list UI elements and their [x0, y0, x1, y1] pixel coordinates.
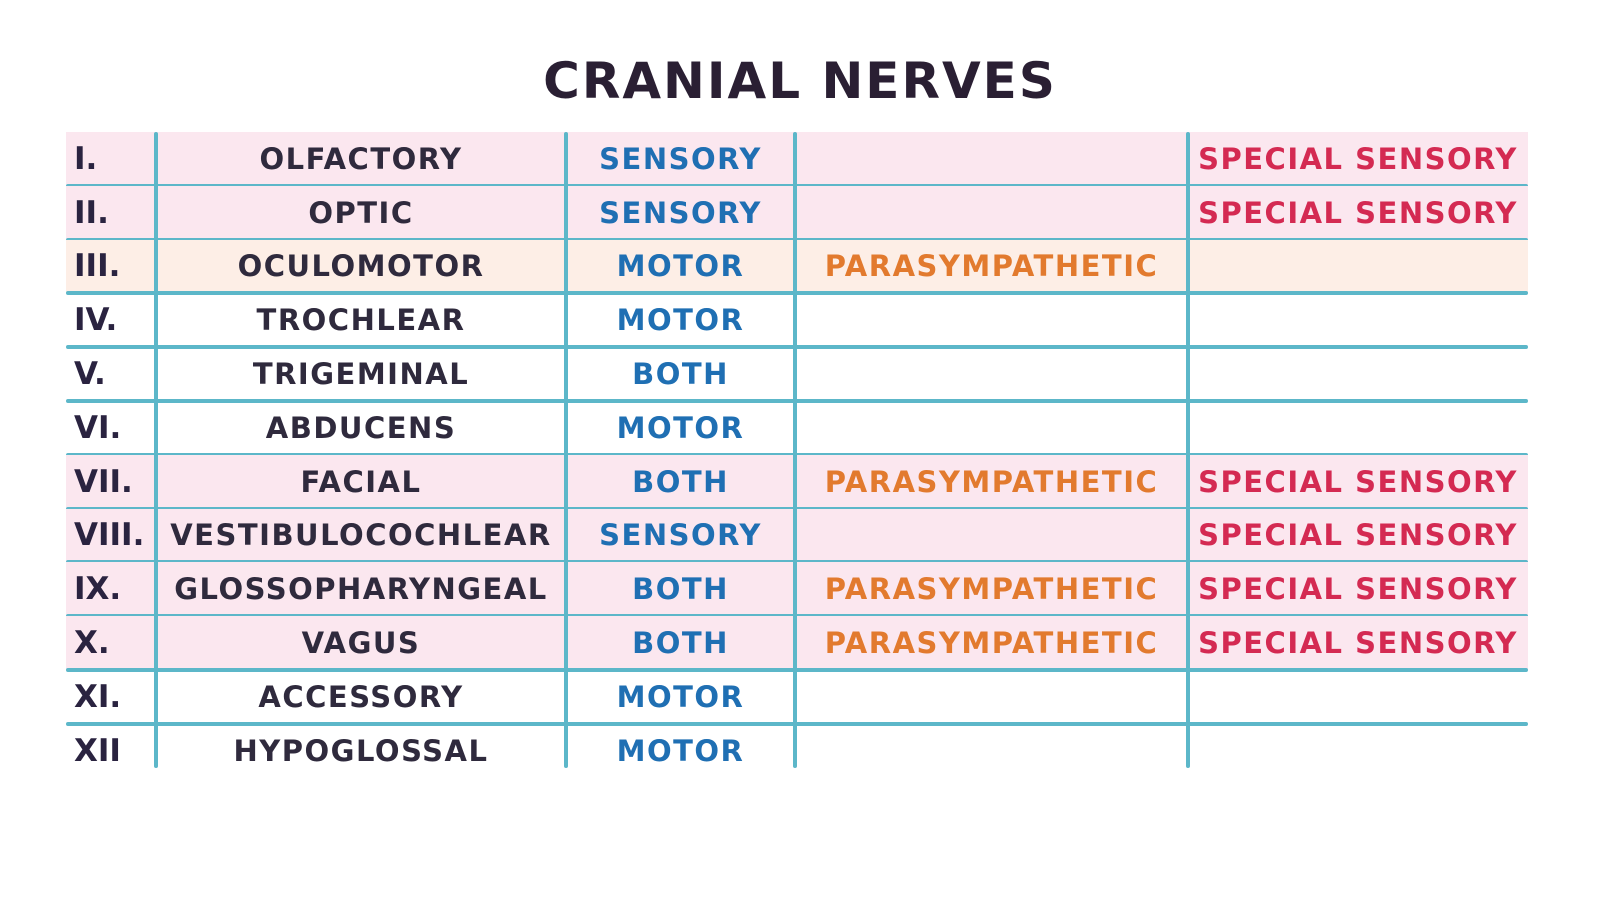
- table-row: [66, 293, 1528, 347]
- nerve-name: TROCHLEAR: [256, 303, 466, 338]
- nerve-number: VII.: [66, 455, 156, 509]
- nerve-number: XI.: [74, 678, 122, 715]
- nerve-name: ACCESSORY: [258, 679, 464, 714]
- table-row: [66, 186, 1528, 240]
- table-row: [66, 347, 1528, 401]
- nerve-name: TRIGEMINAL: [252, 357, 470, 392]
- nerve-type: MOTOR: [566, 240, 795, 294]
- table-row: [66, 401, 1528, 455]
- parasympathetic-label: [795, 293, 1188, 347]
- parasympathetic-label: PARASYMPATHETIC: [795, 455, 1188, 509]
- nerve-type: SENSORY: [566, 509, 795, 563]
- table-row: [66, 455, 1528, 509]
- nerve-number: VI.: [74, 409, 122, 446]
- nerve-number: I.: [66, 132, 156, 186]
- nerve-type: BOTH: [566, 616, 795, 670]
- nerve-name: VESTIBULOCOCHLEAR: [156, 509, 566, 563]
- nerve-name: HYPOGLOSSAL: [233, 733, 489, 768]
- parasympathetic-label: [795, 670, 1188, 724]
- special-sensory-label: [1188, 724, 1528, 778]
- parasympathetic-label: PARASYMPATHETIC: [795, 616, 1188, 670]
- nerve-number: VIII.: [66, 509, 156, 563]
- nerve-type: MOTOR: [616, 679, 745, 714]
- nerve-type: SENSORY: [566, 186, 795, 240]
- nerve-type: BOTH: [632, 357, 729, 392]
- table-row: [66, 562, 1528, 616]
- nerve-name: VAGUS: [156, 616, 566, 670]
- special-sensory-label: [1188, 347, 1528, 401]
- parasympathetic-label: [795, 724, 1188, 778]
- parasympathetic-label: [795, 509, 1188, 563]
- special-sensory-label: SPECIAL SENSORY: [1188, 616, 1528, 670]
- special-sensory-label: [1188, 670, 1528, 724]
- nerve-name: FACIAL: [156, 455, 566, 509]
- nerve-number: V.: [74, 356, 106, 393]
- column-divider-4: [1186, 132, 1190, 768]
- parasympathetic-label: PARASYMPATHETIC: [795, 240, 1188, 294]
- nerve-number: II.: [66, 186, 156, 240]
- nerve-number: XII: [74, 732, 121, 769]
- nerve-name: OLFACTORY: [156, 132, 566, 186]
- parasympathetic-label: PARASYMPATHETIC: [795, 562, 1188, 616]
- special-sensory-label: SPECIAL SENSORY: [1188, 562, 1528, 616]
- special-sensory-label: [1188, 293, 1528, 347]
- nerve-number: IX.: [66, 562, 156, 616]
- special-sensory-label: SPECIAL SENSORY: [1188, 186, 1528, 240]
- nerve-name: GLOSSOPHARYNGEAL: [156, 562, 566, 616]
- parasympathetic-label: [795, 401, 1188, 455]
- column-divider-2: [564, 132, 568, 768]
- parasympathetic-label: [795, 132, 1188, 186]
- nerve-name: OPTIC: [156, 186, 566, 240]
- nerve-number: X.: [66, 616, 156, 670]
- nerve-number: III.: [66, 240, 156, 294]
- special-sensory-label: SPECIAL SENSORY: [1188, 132, 1528, 186]
- special-sensory-label: SPECIAL SENSORY: [1188, 455, 1528, 509]
- special-sensory-label: SPECIAL SENSORY: [1188, 509, 1528, 563]
- special-sensory-label: [1188, 401, 1528, 455]
- nerve-type: BOTH: [566, 562, 795, 616]
- nerve-name: ABDUCENS: [265, 410, 457, 445]
- table-row: [66, 670, 1528, 724]
- nerve-type: MOTOR: [616, 303, 745, 338]
- cranial-nerves-table: [66, 132, 1528, 778]
- column-divider-3: [793, 132, 797, 768]
- nerve-type: SENSORY: [566, 132, 795, 186]
- table-row: [66, 509, 1528, 563]
- parasympathetic-label: [795, 347, 1188, 401]
- nerve-type: BOTH: [566, 455, 795, 509]
- table-row: [66, 724, 1528, 778]
- column-divider-1: [154, 132, 158, 768]
- nerve-type: MOTOR: [616, 733, 745, 768]
- page-title: CRANIAL NERVES: [543, 52, 1057, 110]
- nerve-type: MOTOR: [616, 410, 745, 445]
- table-row: [66, 616, 1528, 670]
- nerve-name: OCULOMOTOR: [156, 240, 566, 294]
- table-row: [66, 132, 1528, 186]
- table-row: [66, 240, 1528, 294]
- special-sensory-label: [1188, 240, 1528, 294]
- parasympathetic-label: [795, 186, 1188, 240]
- nerve-number: IV.: [74, 302, 118, 339]
